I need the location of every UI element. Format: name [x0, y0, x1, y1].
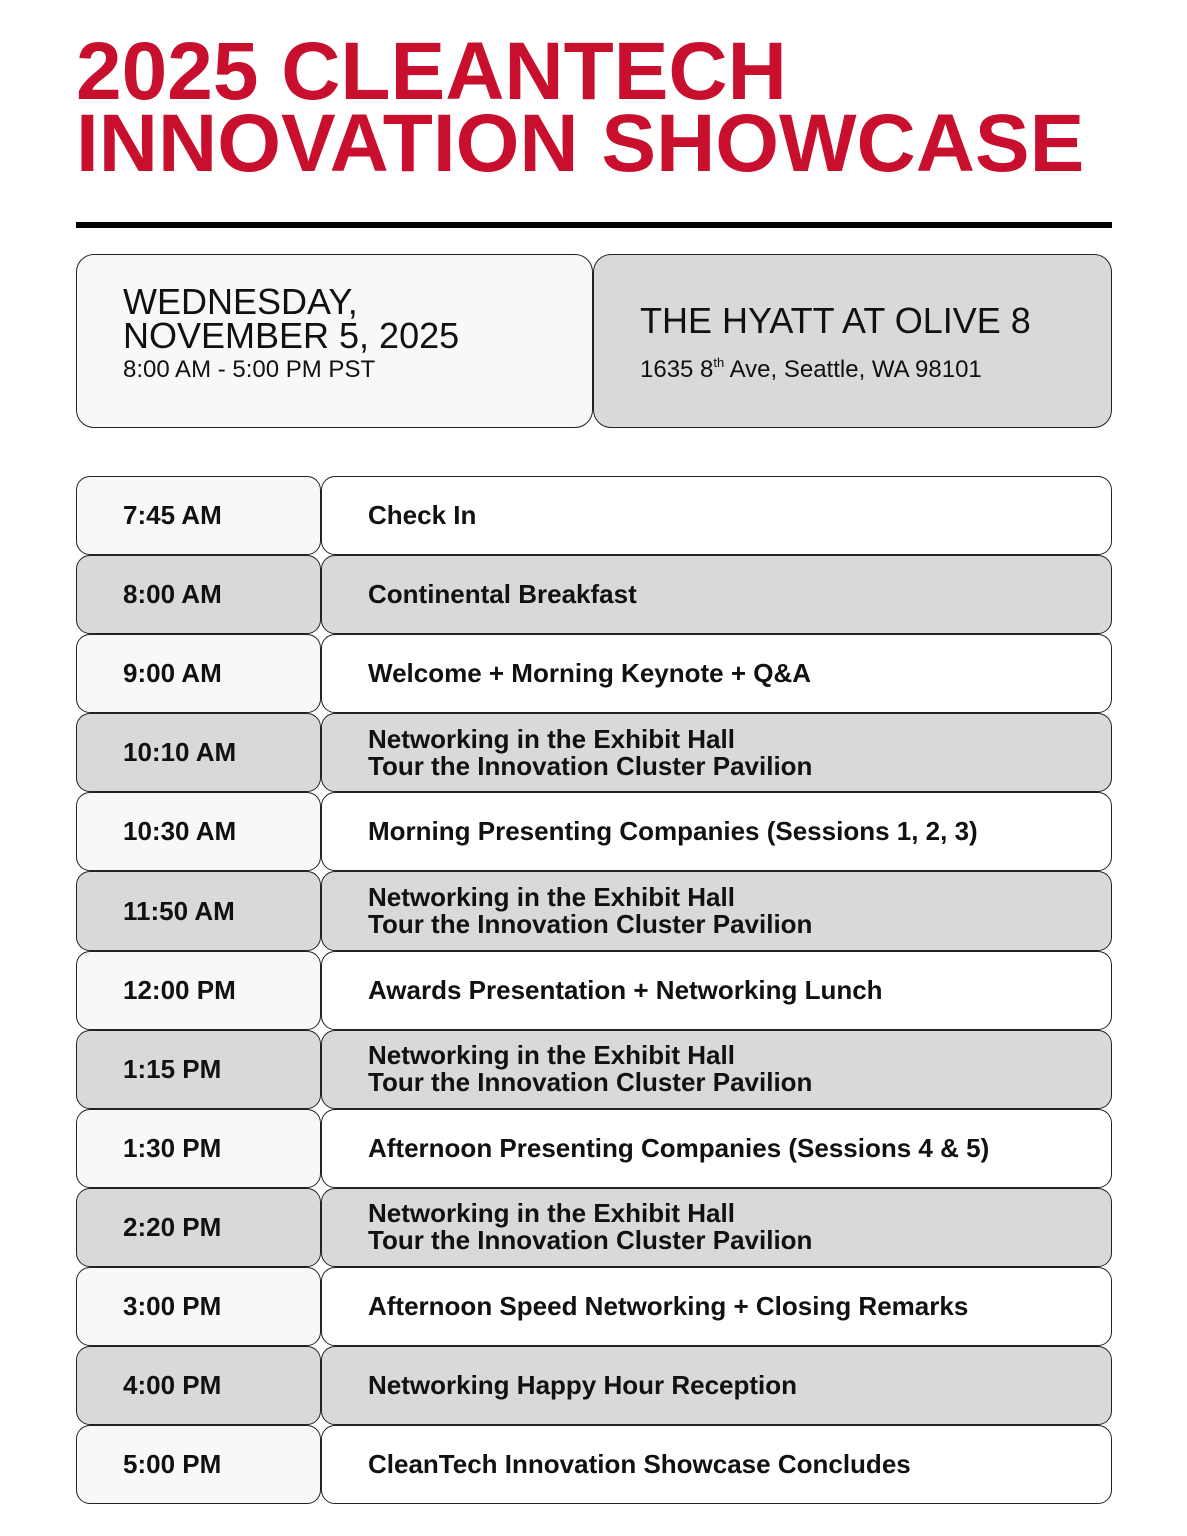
schedule-event-line: Morning Presenting Companies (Sessions 1, 2, 3) [368, 816, 978, 847]
schedule-event-text [368, 1372, 797, 1399]
venue-name: THE HYATT AT OLIVE 8 [640, 300, 1031, 341]
schedule-event-text [368, 1042, 812, 1096]
schedule-row [76, 476, 1112, 555]
schedule-event-line: Afternoon Speed Networking + Closing Remarks [368, 1290, 969, 1321]
schedule-event-line: Welcome + Morning Keynote + Q&A [368, 658, 812, 689]
schedule-time: 2:20 PM [76, 1188, 321, 1267]
schedule-event-line: Networking Happy Hour Reception [368, 1370, 798, 1401]
schedule-row [76, 792, 1112, 871]
schedule-row [76, 555, 1112, 634]
schedule-time: 7:45 AM [76, 476, 321, 555]
schedule-event-line: Tour the Innovation Cluster Pavilion [368, 909, 813, 940]
schedule-time: 9:00 AM [76, 634, 321, 713]
schedule-row [76, 951, 1112, 1030]
schedule-event-text [368, 1132, 990, 1163]
schedule-event-line: Awards Presentation + Networking Lunch [368, 974, 883, 1005]
schedule-table [76, 476, 1112, 1504]
schedule-event-text [368, 1200, 812, 1254]
schedule-event [321, 871, 1112, 950]
schedule-event [321, 1425, 1112, 1504]
schedule-event [321, 1188, 1112, 1267]
schedule-event-line: Networking in the Exhibit Hall [368, 1198, 735, 1229]
date-box [76, 254, 593, 428]
title-line-2: INNOVATION SHOWCASE [76, 98, 1085, 189]
schedule-row [76, 1188, 1112, 1267]
schedule-event-text [368, 884, 812, 938]
schedule-event-line: Check In [368, 500, 477, 531]
schedule-event-text [368, 1451, 911, 1478]
schedule-time: 4:00 PM [76, 1346, 321, 1425]
schedule-event [321, 792, 1112, 871]
schedule-time: 10:10 AM [76, 713, 321, 792]
schedule-event-text [368, 581, 637, 608]
schedule-event-text [368, 502, 476, 529]
venue-address [640, 355, 982, 385]
schedule-event-line: Tour the Innovation Cluster Pavilion [368, 1225, 813, 1256]
schedule-event-line: Networking in the Exhibit Hall [368, 1040, 735, 1071]
schedule-row [76, 1030, 1112, 1109]
title-divider [76, 222, 1112, 228]
schedule-row [76, 634, 1112, 713]
schedule-time: 1:15 PM [76, 1030, 321, 1109]
schedule-event [321, 555, 1112, 634]
schedule-time: 3:00 PM [76, 1267, 321, 1346]
event-date [123, 281, 460, 356]
schedule-row [76, 1425, 1112, 1504]
schedule-row [76, 871, 1112, 950]
schedule-event [321, 1109, 1112, 1188]
schedule-event [321, 1030, 1112, 1109]
schedule-row [76, 1346, 1112, 1425]
schedule-event-text [368, 974, 883, 1005]
schedule-event [321, 713, 1112, 792]
venue-address-street: Ave, Seattle, WA 98101 [724, 356, 982, 383]
schedule-event [321, 476, 1112, 555]
event-date-line-2: NOVEMBER 5, 2025 [123, 315, 460, 356]
event-date-line-1: WEDNESDAY, [123, 281, 358, 322]
schedule-row [76, 713, 1112, 792]
page-title [76, 26, 1136, 189]
schedule-event [321, 951, 1112, 1030]
schedule-event-text [368, 818, 978, 845]
schedule-time: 12:00 PM [76, 951, 321, 1030]
schedule-event [321, 1267, 1112, 1346]
venue-address-number: 1635 8 [640, 356, 714, 383]
schedule-event-text [368, 660, 811, 687]
title-line-1: 2025 CLEANTECH [76, 26, 787, 117]
event-hours: 8:00 AM - 5:00 PM PST [123, 356, 376, 383]
schedule-event-line: Networking in the Exhibit Hall [368, 882, 735, 913]
schedule-time: 8:00 AM [76, 555, 321, 634]
schedule-event-line: CleanTech Innovation Showcase Concludes [368, 1449, 911, 1480]
schedule-row [76, 1267, 1112, 1346]
schedule-event [321, 1346, 1112, 1425]
schedule-time: 10:30 AM [76, 792, 321, 871]
schedule-event-text [368, 723, 813, 781]
schedule-time: 5:00 PM [76, 1425, 321, 1504]
schedule-event-line: Afternoon Presenting Companies (Sessions 4 & 5) [368, 1132, 990, 1163]
schedule-event-text [368, 1290, 969, 1321]
schedule-event [321, 634, 1112, 713]
schedule-time: 11:50 AM [76, 871, 321, 950]
venue-address-ordinal: th [713, 355, 725, 370]
schedule-event-line: Continental Breakfast [368, 579, 637, 610]
schedule-event-line: Tour the Innovation Cluster Pavilion [368, 1067, 813, 1098]
schedule-event-line: Tour the Innovation Cluster Pavilion [368, 750, 813, 781]
schedule-row [76, 1109, 1112, 1188]
schedule-time: 1:30 PM [76, 1109, 321, 1188]
schedule-event-line: Networking in the Exhibit Hall [368, 723, 735, 754]
venue-box [593, 254, 1112, 428]
